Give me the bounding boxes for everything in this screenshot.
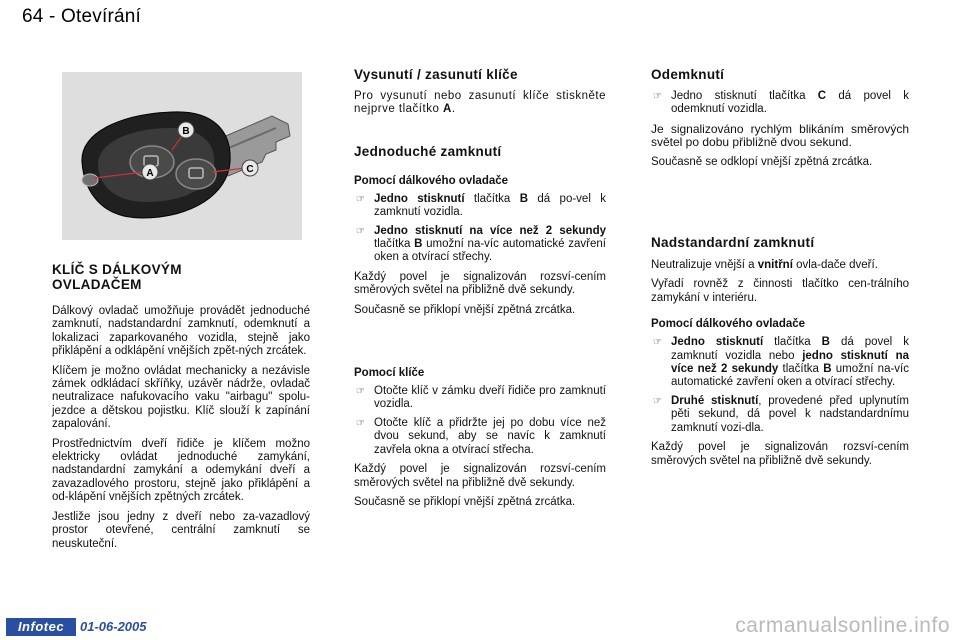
paragraph: Současně se přiklopí vnější zpětná zrcátka. [354,303,576,316]
subheading: Pomocí klíče [354,367,425,380]
key-remote-icon [62,72,302,240]
page-number: 64 [22,6,44,27]
list-item: ☞ Jedno stisknutí tlačítka B dá povel k zamknutí vozidla nebo jedno stisknutí na více než 2 sekundy tlačítka B umožní na-víc automatické zavření oken a otvírací střechy. [653,336,910,389]
paragraph: Každý povel je signalizován rozsví-cením směrových světel na přibližně dvě sekundy. [651,441,909,467]
section-title: Otevírání [61,6,141,27]
paragraph: Neutralizuje vnější a vnitřní ovla-dače dveří. [651,259,878,272]
subheading: Pomocí dálkového ovladače [354,174,509,187]
hand-pointer-icon: ☞ [653,91,662,102]
hand-pointer-icon: ☞ [356,386,365,398]
paragraph: Současně se odklopí vnější zpětná zrcátka. [651,155,873,168]
list-item: ☞ Otočte klíč v zámku dveří řidiče pro zamknutí vozidla. [356,385,606,411]
hand-pointer-icon: ☞ [653,337,662,349]
paragraph: Prostřednictvím dveří řidiče je klíčem možno elektricky ovládat jednoduché zamykání, nadstandardní zamykání a odemykání dveří a zavazadlového prostoru, stejně jako přiklápění a od-klápění vnějších zpětných zrcátek. [52,437,310,504]
right-column [651,67,909,468]
list-item: ☞ Otočte klíč a přidržte jej po dobu více než dvou sekund, aby se navíc k zamknutí zavřela okna a otvírací střecha. [356,416,606,456]
subheading: Pomocí dálkového ovladače [651,318,806,331]
simple-lock-heading: Jednoduché zamknutí [354,143,502,159]
list-item: ☞ Jedno stisknutí tlačítka C dá povel k odemknutí vozidla. [653,90,909,116]
hand-pointer-icon: ☞ [356,417,365,429]
paragraph: Dálkový ovladač umožňuje provádět jednoduché zamknutí, nadstandardní zamknutí, odemknutí a lokalizaci zaparkovaného vozidla, stejně jako přiklápění a odklápění vnějších zpět-ných zrcátek. [52,305,310,358]
hand-pointer-icon: ☞ [653,395,662,407]
paragraph: Současně se přiklopí vnější zpětná zrcátka. [354,495,576,508]
paragraph: Vyřadí rovněž z činnosti tlačítko cen-trálního zamykání v interiéru. [651,278,909,304]
paragraph: Je signalizováno rychlým blikáním směrových světel po dobu přibližně dvou sekund. [651,121,909,150]
paragraph: Pro vysunutí nebo zasunutí klíče stiskněte nejprve tlačítko A. [354,90,606,116]
paragraph: Každý povel je signalizován rozsví-cením směrových světel na přibližně dvě sekundy. [354,270,606,297]
paragraph: Každý povel je signalizován rozsví-cením směrových světel na přibližně dvě sekundy. [354,463,606,489]
page-title [22,6,141,28]
left-column [52,262,310,551]
hand-pointer-icon: ☞ [356,193,365,205]
label-c: C [246,164,254,175]
infotec-logo: Infotec [6,618,76,636]
paragraph: Klíčem je možno ovládat mechanicky a nezávisle zámek odkládací skříňky, uzávěr nádrže, ovladač neutralizace nafukovacího vaku "airbagu" spolu-jezdce a dětskou pojistku. Klíč slouží k zapínání zapalování. [52,364,310,431]
deadlock-heading: Nadstandardní zamknutí [651,235,815,251]
list-item: ☞ Jedno stisknutí na více než 2 sekundy tlačítka B umožní na-víc automatické zavření oken a otvírací střechy. [356,224,606,264]
hand-pointer-icon: ☞ [356,225,365,237]
label-a: A [146,168,154,179]
title-separator: - [49,6,56,27]
label-b: B [182,126,190,137]
remote-key-heading: KLÍČ S DÁLKOVÝM OVLADAČEM [52,262,182,292]
unlock-heading: Odemknutí [651,67,725,82]
watermark: carmanualsonline.info [735,614,950,637]
middle-column [354,67,606,509]
key-remote-illustration [62,72,302,240]
insert-key-heading: Vysunutí / zasunutí klíče [354,67,518,82]
list-item: ☞ Jedno stisknutí tlačítka B dá po-vel k zamknutí vozidla. [356,192,606,219]
paragraph: Jestliže jsou jedny z dveří nebo za-vazadlový prostor otevřené, centrální zamknutí se neuskuteční. [52,510,310,550]
edition-date: 01-06-2005 [80,619,147,634]
list-item: ☞ Druhé stisknutí, provedené před uplynutím pěti sekund, dá povel k nadstandardnímu zamknutí vozi-dla. [653,394,909,434]
